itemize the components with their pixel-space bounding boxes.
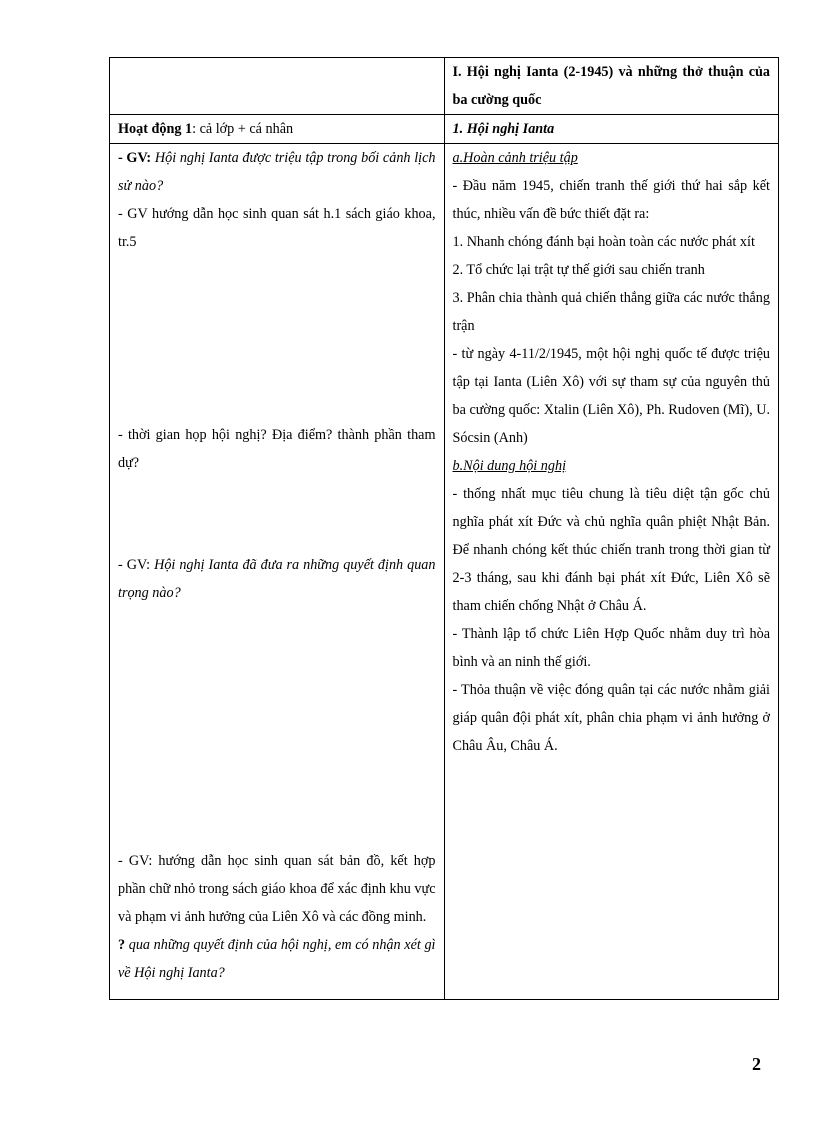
header-left-cell <box>110 58 445 115</box>
activity-label-rest: : cả lớp + cá nhân <box>192 121 294 137</box>
question-4-prefix: ? <box>118 937 126 953</box>
teacher-question-2: - thời gian họp hội nghị? Địa điểm? thành phần tham dự? <box>118 427 436 471</box>
teacher-question-4 <box>118 931 436 987</box>
lesson-table <box>109 57 779 1000</box>
section-a-heading: a.Hoàn cảnh triệu tập <box>452 150 578 166</box>
teacher-activities-cell <box>110 144 445 1000</box>
section-a-paragraph-1: - Đầu năm 1945, chiến tranh thế giới thứ hai sắp kết thúc, nhiều vấn đề bức thiết đặt ra: <box>452 178 770 222</box>
subsection-title: 1. Hội nghị Ianta <box>452 121 555 137</box>
teacher-question-3 <box>118 551 436 607</box>
content-cell <box>444 144 779 1000</box>
section-b-heading: b.Nội dung hội nghị <box>452 458 567 474</box>
spacer <box>118 607 436 847</box>
section-a-paragraph-5: - từ ngày 4-11/2/1945, một hội nghị quốc tế được triệu tập tại Ianta (Liên Xô) với sự tham sự của nguyên thủ ba cường quốc: Xtalin (Liên Xô), Ph. Rudoven (Mĩ), U. Sócsin (Anh) <box>452 346 770 446</box>
section-a-paragraph-3: 2. Tổ chức lại trật tự thế giới sau chiến tranh <box>452 262 705 278</box>
header-right-cell <box>444 58 779 115</box>
page-number: 2 <box>752 1054 761 1074</box>
subsection-cell <box>444 115 779 144</box>
question-4-text: qua những quyết định của hội nghị, em có nhận xét gì về Hội nghị Ianta? <box>118 937 436 981</box>
teacher-instruction-1: - GV hướng dẫn học sinh quan sát h.1 sách giáo khoa, tr.5 <box>118 206 436 250</box>
spacer <box>118 256 436 421</box>
section-a-paragraph-4: 3. Phân chia thành quả chiến thắng giữa các nước thắng trận <box>452 290 770 334</box>
question-3-prefix: - GV: <box>118 557 151 573</box>
section-b-paragraph-3: - Thỏa thuận về việc đóng quân tại các nước nhằm giải giáp quân đội phát xít, phân chia phạm vi ảnh hưởng ở Châu Âu, Châu Á. <box>452 682 770 754</box>
teacher-question-1 <box>118 144 436 200</box>
question-1-prefix: - GV: <box>118 150 152 166</box>
question-1-text: Hội nghị Ianta được triệu tập trong bối cảnh lịch sử nào? <box>118 150 436 194</box>
activity-label <box>118 115 436 143</box>
section-b-paragraph-1: - thống nhất mục tiêu chung là tiêu diệt tận gốc chủ nghĩa phát xít Đức và chủ nghĩa quân phiệt Nhật Bản. Để nhanh chóng kết thúc chiến tranh trong thời gian từ 2-3 tháng, sau khi đánh bại phát xít Đức, Liên Xô sẽ tham chiến chống Nhật ở Châu Á. <box>452 486 770 614</box>
subheader-row <box>110 115 779 144</box>
spacer <box>118 477 436 551</box>
section-b-paragraph-2: - Thành lập tổ chức Liên Hợp Quốc nhằm duy trì hòa bình và an ninh thế giới. <box>452 626 770 670</box>
header-row <box>110 58 779 115</box>
section-a-paragraph-2: 1. Nhanh chóng đánh bại hoàn toàn các nước phát xít <box>452 234 755 250</box>
section-title: I. Hội nghị Ianta (2-1945) và những thở thuận của ba cường quốc <box>452 64 770 108</box>
teacher-instruction-2: - GV: hướng dẫn học sinh quan sát bản đồ, kết hợp phần chữ nhỏ trong sách giáo khoa để xác định khu vực và phạm vi ảnh hưởng của Liên Xô và các đồng minh. <box>118 853 436 925</box>
content-row <box>110 144 779 1000</box>
activity-cell <box>110 115 445 144</box>
question-3-text: Hội nghị Ianta đã đưa ra những quyết định quan trọng nào? <box>118 557 436 601</box>
activity-label-bold: Hoạt động 1 <box>118 121 193 137</box>
